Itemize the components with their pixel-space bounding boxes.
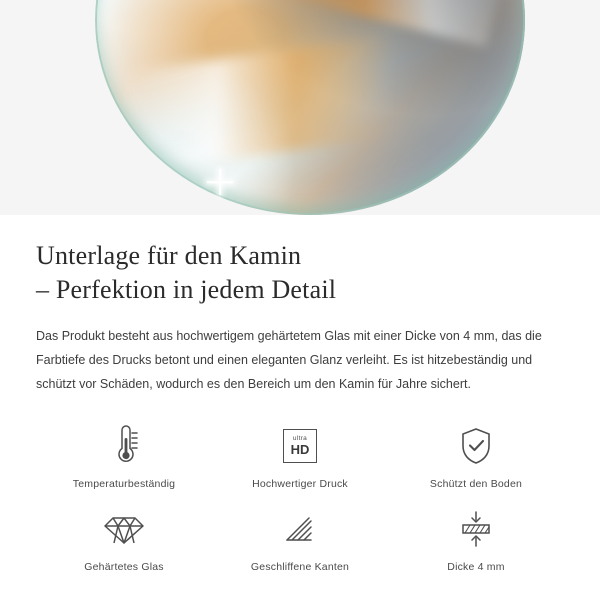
feature-label: Dicke 4 mm bbox=[447, 560, 505, 573]
ultra-hd-badge-bottom: HD bbox=[290, 442, 310, 457]
body-paragraph: Das Produkt besteht aus hochwertigem gehärtetem Glas mit einer Dicke von 4 mm, das die Farbtiefe des Drucks betont und einen eleganten Glanz verleiht. Es ist hitzebeständig und schützt vor Schäden, wodurch es den Bereich um den Kamin für Jahre sichert. bbox=[36, 328, 542, 392]
feature-item-print-quality bbox=[212, 423, 388, 490]
diamond-icon bbox=[102, 506, 146, 552]
content-section bbox=[0, 215, 600, 573]
feature-item-tempered-glass bbox=[36, 506, 212, 573]
feature-label: Hochwertiger Druck bbox=[252, 477, 348, 490]
hero-image bbox=[0, 0, 600, 215]
marble-swirl-a bbox=[124, 31, 436, 173]
feature-label: Geschliffene Kanten bbox=[250, 560, 350, 573]
headline-line-1: Unterlage für den Kamin bbox=[36, 241, 302, 270]
feature-item-floor-protection bbox=[388, 423, 564, 490]
feature-item-thickness bbox=[388, 506, 564, 573]
page-title bbox=[36, 239, 564, 308]
ultra-hd-icon bbox=[283, 423, 317, 469]
polished-edges-icon bbox=[278, 506, 322, 552]
thermometer-icon bbox=[104, 423, 144, 469]
headline-line-2: – Perfektion in jedem Detail bbox=[36, 275, 337, 305]
ultra-hd-badge-top: ultra bbox=[292, 434, 308, 442]
shield-check-icon bbox=[456, 423, 496, 469]
feature-item-polished-edges bbox=[212, 506, 388, 573]
feature-item-temperature bbox=[36, 423, 212, 490]
feature-label: Temperaturbeständig bbox=[72, 477, 176, 490]
feature-grid bbox=[36, 423, 564, 573]
feature-label: Gehärtetes Glas bbox=[84, 560, 164, 573]
feature-label: Schützt den Boden bbox=[429, 477, 523, 490]
marble-swirl-b bbox=[256, 0, 514, 47]
thickness-arrows-icon bbox=[454, 506, 498, 552]
glass-disc-graphic bbox=[95, 0, 525, 215]
